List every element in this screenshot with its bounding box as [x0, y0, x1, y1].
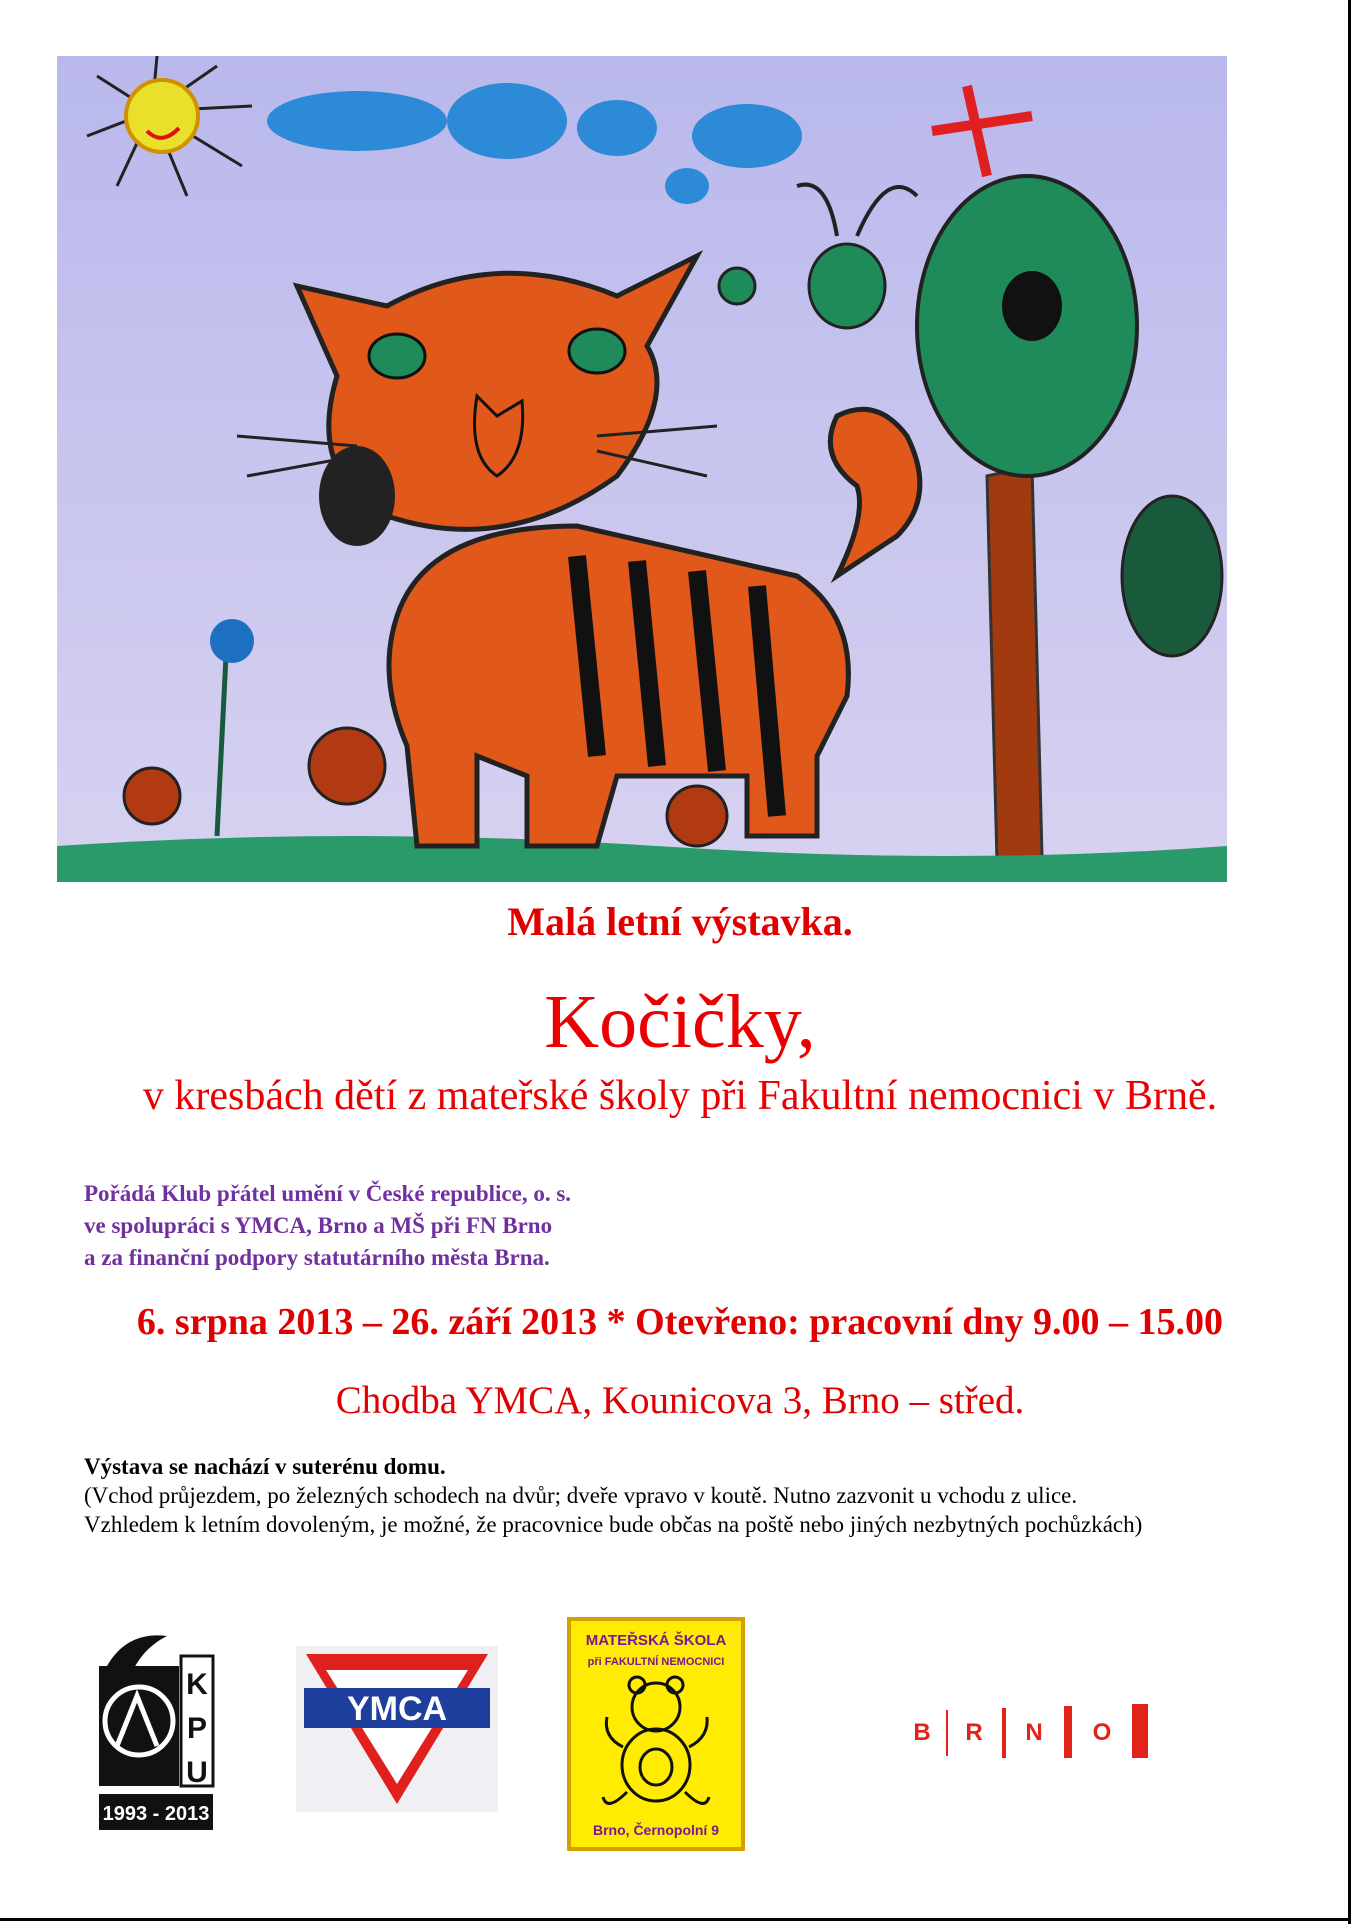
brno-logo: [904, 1700, 1154, 1760]
kindergarten-logo: [567, 1617, 745, 1851]
directions-notes: [84, 1452, 1284, 1539]
kpu-letter-k: K: [186, 1668, 208, 1701]
exhibition-title: Kočičky,: [544, 980, 816, 1064]
ms-line1: MATEŘSKÁ ŠKOLA: [585, 1632, 727, 1649]
page-border-bottom: [0, 1918, 1351, 1921]
kpu-letter-p: P: [186, 1712, 208, 1745]
ms-line2: při FAKULTNÍ NEMOCNICI: [587, 1656, 725, 1668]
exhibition-dates: 6. srpna 2013 – 26. září 2013 * Otevřeno: pracovní dny 9.00 – 15.00: [136, 1301, 1224, 1343]
kpu-years: 1993 - 2013: [102, 1803, 210, 1825]
ms-line3: Brno, Černopolní 9: [593, 1822, 719, 1838]
exhibition-subtitle-heading: Malá letní výstavka.: [507, 899, 853, 944]
brno-letter-n: N: [1025, 1719, 1043, 1746]
brno-letter-b: B: [913, 1719, 931, 1746]
page-border-right: [1348, 0, 1351, 1924]
notes-line: (Vchod průjezdem, po železných schodech na dvůr; dveře vpravo v koutě. Nutno zazvonit u vchodu z ulice.: [84, 1483, 1078, 1508]
kpu-logo: [97, 1626, 215, 1832]
brno-letter-r: R: [965, 1719, 983, 1746]
brno-letter-o: O: [1092, 1719, 1112, 1746]
kpu-letter-u: U: [186, 1756, 208, 1789]
notes-line: Vzhledem k letním dovoleným, je možné, že pracovnice bude občas na poště nebo jiných nezbytných pochůzkách): [84, 1512, 1143, 1537]
organizer-line: Pořádá Klub přátel umění v České republice, o. s.: [84, 1181, 572, 1206]
organizer-line: a za finanční podpory statutárního města Brna.: [84, 1245, 550, 1270]
ymca-logo: [296, 1646, 498, 1812]
ymca-text: YMCA: [346, 1690, 448, 1728]
notes-heading: Výstava se nachází v suterénu domu.: [84, 1454, 446, 1479]
organizer-block: [84, 1178, 571, 1274]
organizer-line: ve spolupráci s YMCA, Brno a MŠ při FN Brno: [84, 1213, 553, 1238]
exhibition-description: v kresbách dětí z mateřské školy při Fakultní nemocnici v Brně.: [142, 1073, 1218, 1119]
child-cat-drawing: [57, 56, 1227, 882]
exhibition-venue: Chodba YMCA, Kounicova 3, Brno – střed.: [335, 1379, 1025, 1422]
